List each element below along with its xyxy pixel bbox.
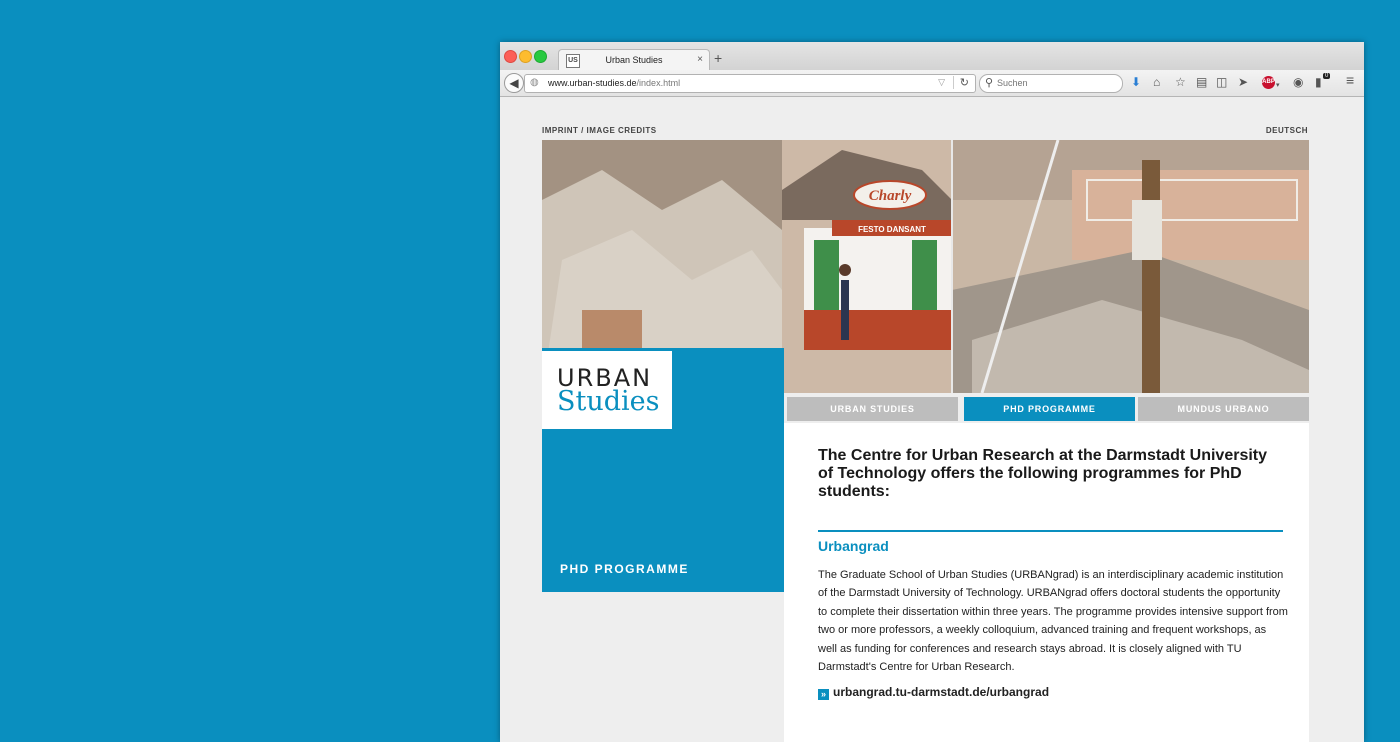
url-bar[interactable] bbox=[524, 74, 976, 93]
language-link[interactable]: DEUTSCH bbox=[1265, 126, 1308, 135]
download-icon[interactable]: ⬇ bbox=[1131, 75, 1142, 89]
tab-phd-programme[interactable]: PHD PROGRAMME bbox=[964, 397, 1135, 421]
urban-studies-logo[interactable] bbox=[542, 351, 672, 429]
hero-sign-subtext: FESTO DANSANT bbox=[858, 225, 926, 234]
url-path: /index.html bbox=[636, 78, 681, 88]
search-input[interactable] bbox=[997, 77, 1115, 89]
tab-mundus-urbano[interactable]: MUNDUS URBANO bbox=[1138, 397, 1309, 421]
section-panel bbox=[542, 348, 784, 592]
adblock-icon[interactable]: ABP bbox=[1262, 76, 1275, 89]
web-page bbox=[500, 113, 1364, 742]
tab-bar bbox=[500, 42, 1364, 70]
programme-description: The Graduate School of Urban Studies (URBANgrad) is an interdisciplinary academic institution of the Darmstadt University of Technology. URBANgrad offers doctoral students the opportunity to complete their dissertation within three years. The programme provides intensive support from two or more professors, a weekly colloquium, advanced training and frequent workshops, as well as funding for conferences and research stays abroad. It is closely aligned with TU Darmstadt's Centre for Urban Research. bbox=[818, 569, 1288, 674]
reload-icon[interactable]: ↻ bbox=[953, 76, 969, 89]
close-window-button[interactable] bbox=[504, 50, 517, 63]
browser-window bbox=[500, 42, 1364, 742]
chat-icon[interactable]: ◉ bbox=[1293, 75, 1304, 89]
back-button[interactable]: ◀ bbox=[504, 73, 524, 93]
zoom-window-button[interactable] bbox=[534, 50, 547, 63]
url-text[interactable] bbox=[548, 78, 680, 88]
navigation-toolbar bbox=[500, 70, 1364, 97]
bookmarks-list-icon[interactable]: ▤ bbox=[1196, 75, 1208, 89]
search-icon: ⚲ bbox=[985, 77, 994, 89]
programme-heading: Urbangrad bbox=[818, 538, 889, 554]
url-domain: www.urban-studies.de bbox=[548, 78, 637, 88]
main-content bbox=[784, 423, 1309, 742]
programme-tabs bbox=[787, 397, 1309, 421]
section-divider bbox=[818, 530, 1283, 532]
hero-sign-text: Charly bbox=[868, 188, 912, 204]
tab-close-icon[interactable]: × bbox=[697, 54, 703, 65]
history-dropdown-icon[interactable]: ▽ bbox=[938, 77, 945, 87]
home-icon[interactable]: ⌂ bbox=[1153, 75, 1161, 89]
imprint-link[interactable]: IMPRINT / IMAGE CREDITS bbox=[542, 126, 657, 135]
adblock-dropdown-icon[interactable]: ▾ bbox=[1276, 82, 1280, 89]
tab-title: Urban Studies bbox=[605, 55, 663, 65]
menu-icon[interactable]: ≡ bbox=[1346, 72, 1355, 88]
new-tab-button[interactable]: + bbox=[714, 50, 723, 66]
pocket-icon[interactable]: ◫ bbox=[1216, 75, 1228, 89]
programme-link[interactable] bbox=[818, 685, 1049, 700]
tab-urban-studies[interactable]: URBAN STUDIES bbox=[787, 397, 958, 421]
notification-icon[interactable]: ▮ bbox=[1315, 75, 1322, 89]
share-icon[interactable]: ➤ bbox=[1238, 75, 1249, 89]
notification-badge: 0 bbox=[1325, 73, 1329, 79]
logo-studies-text: Studies bbox=[557, 386, 660, 417]
minimize-window-button[interactable] bbox=[519, 50, 532, 63]
double-arrow-icon: » bbox=[818, 689, 829, 700]
globe-icon: ◍ bbox=[530, 77, 539, 88]
favicon-icon: US bbox=[566, 54, 580, 68]
logo-urban-text: URBAN bbox=[557, 364, 653, 392]
search-bar[interactable] bbox=[979, 74, 1123, 93]
browser-tab[interactable] bbox=[558, 49, 710, 71]
page-headline: The Centre for Urban Research at the Darmstadt University of Technology offers the following programmes for PhD students: bbox=[818, 447, 1268, 500]
bookmark-star-icon[interactable]: ☆ bbox=[1175, 75, 1186, 89]
section-title: PHD PROGRAMME bbox=[560, 562, 689, 576]
programme-link-text[interactable]: urbangrad.tu-darmstadt.de/urbangrad bbox=[833, 685, 1050, 699]
